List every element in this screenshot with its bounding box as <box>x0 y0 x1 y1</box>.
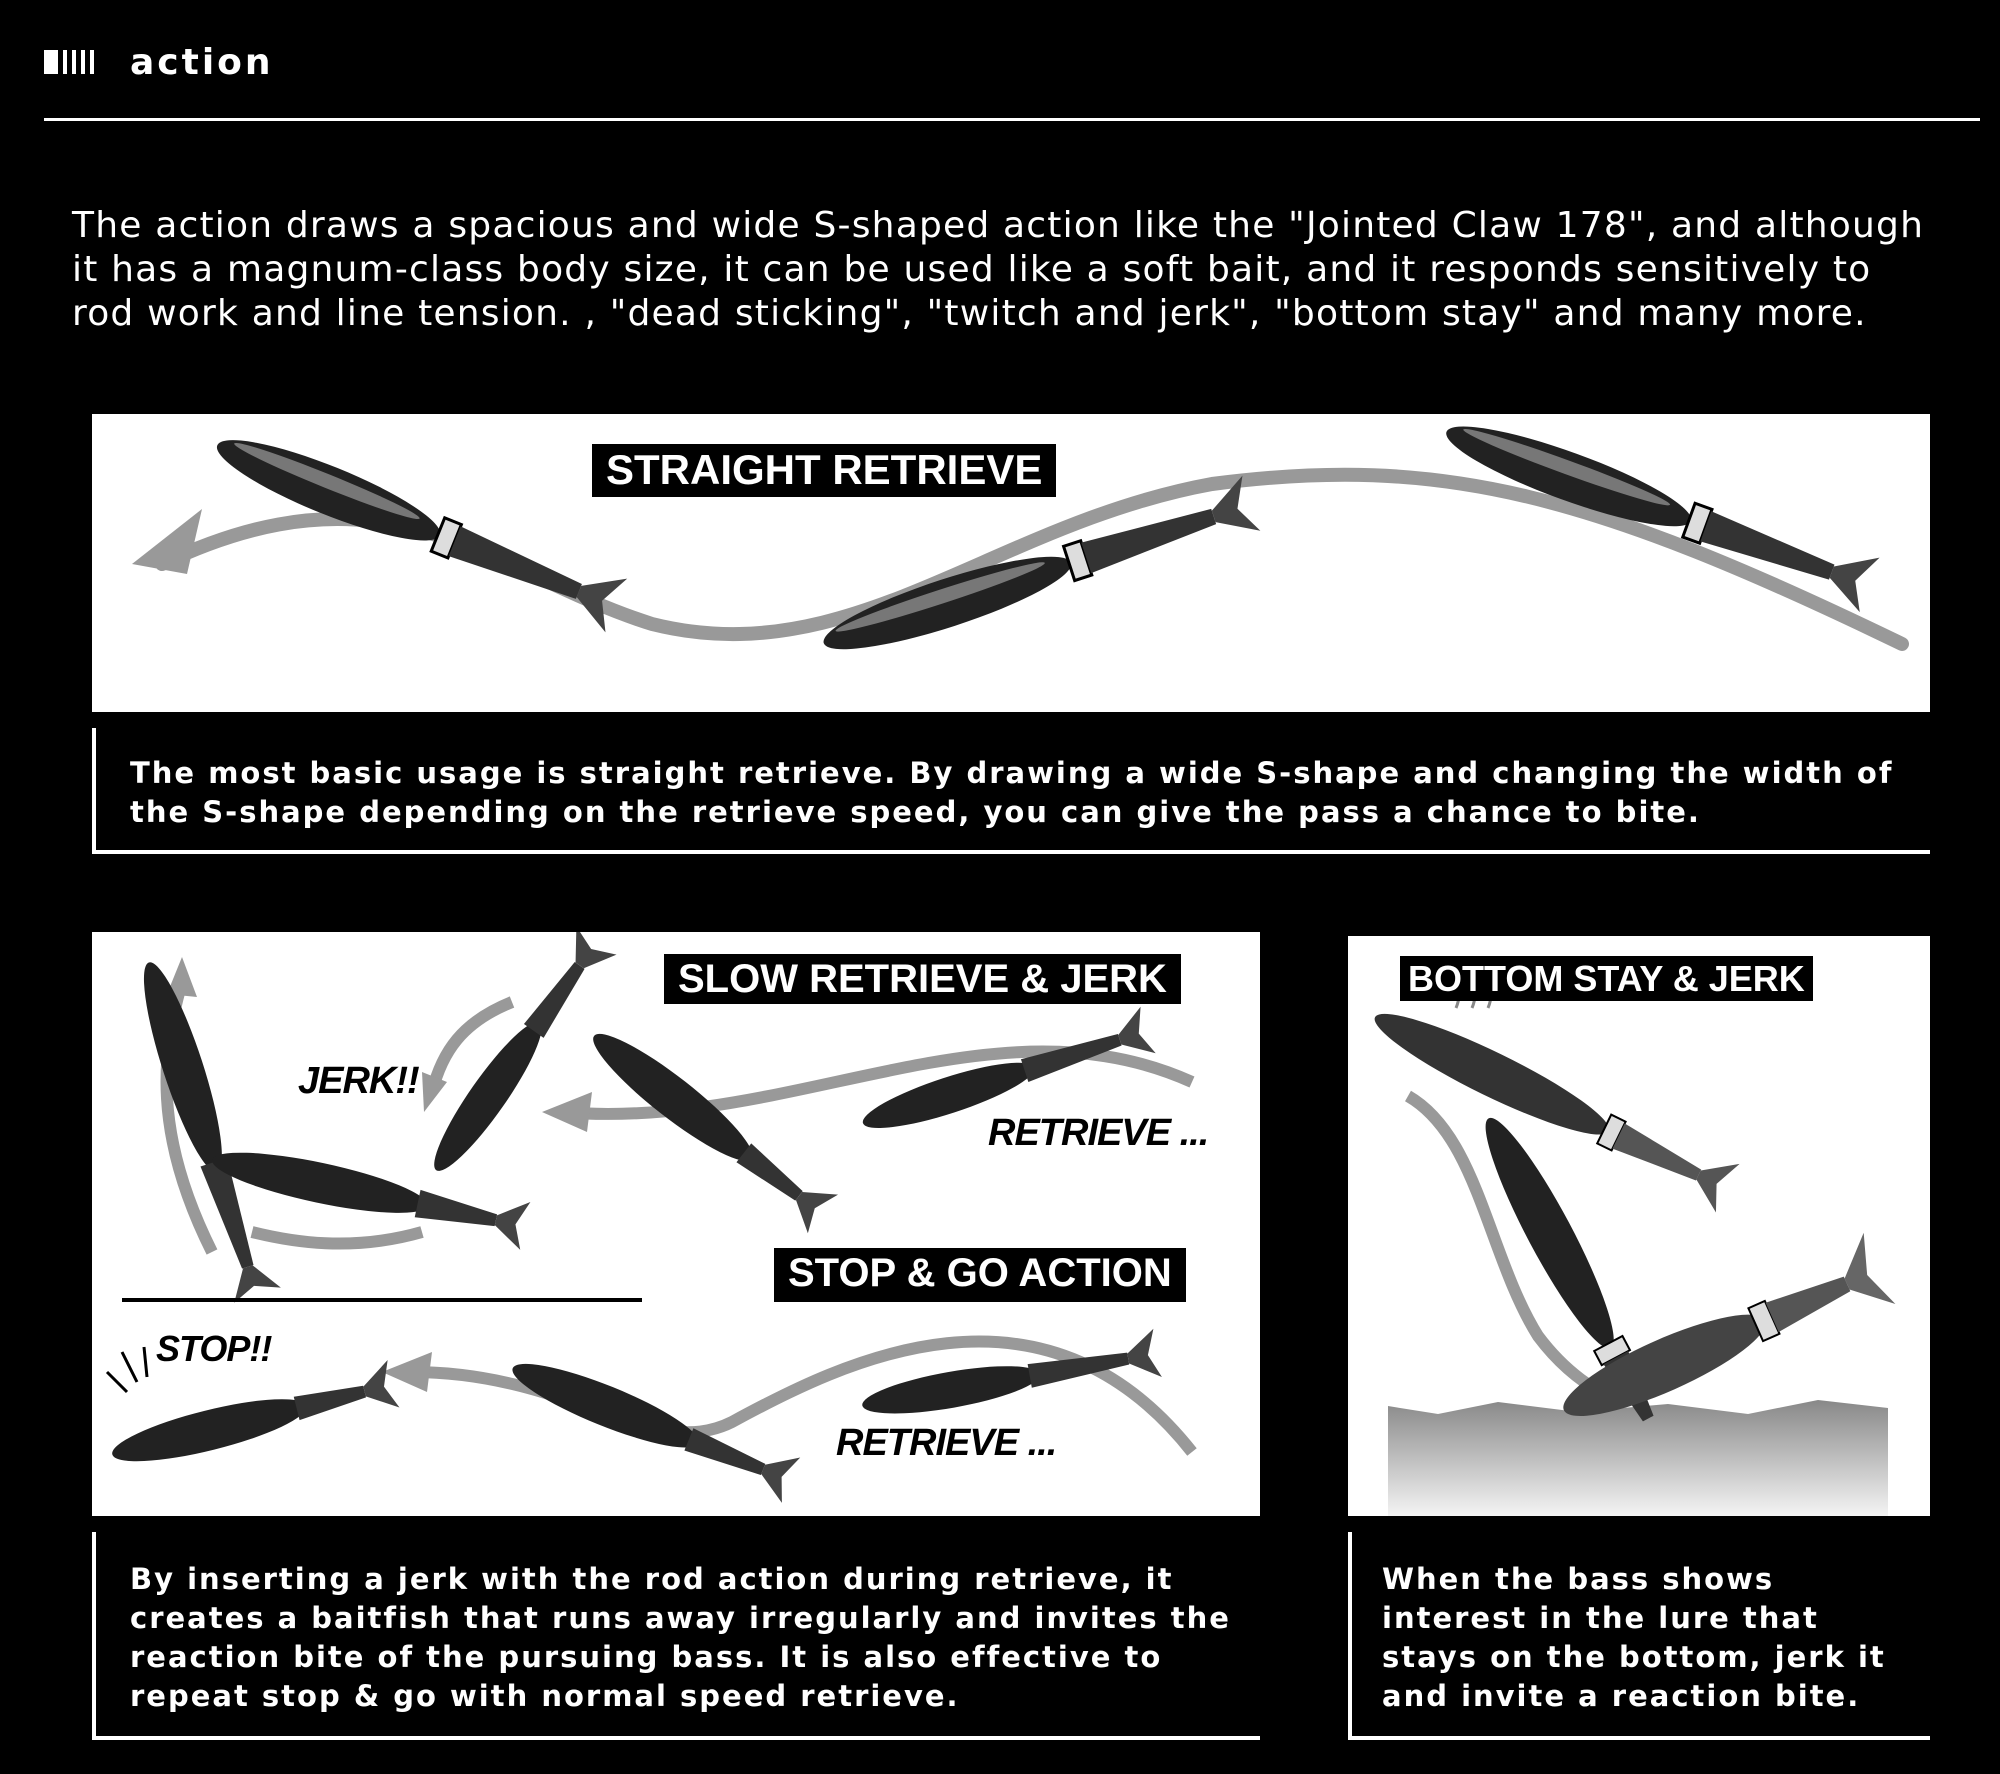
retrieve-label-stop-go: RETRIEVE ... <box>836 1422 1057 1464</box>
header-divider <box>44 118 1980 121</box>
retrieve-label-slow: RETRIEVE ... <box>988 1112 1209 1154</box>
lure-3 <box>1437 414 1880 612</box>
straight-retrieve-illustration <box>92 414 1930 712</box>
section-header <box>44 38 274 86</box>
intro-paragraph: The action draws a spacious and wide S-shaped action like the "Jointed Claw 178", and although it has a magnum-class body size, it can be used like a soft bait, and it responds sensitively to rod work and line tension. , "dead sticking", "twitch and jerk", "bottom stay" and many more. <box>72 205 1925 334</box>
slow-retrieve-jerk-title: SLOW RETRIEVE & JERK <box>664 954 1181 1004</box>
jerk-label: JERK!! <box>298 1060 419 1102</box>
jerk-description <box>92 1532 1260 1740</box>
stop-label: STOP!! <box>156 1328 272 1369</box>
bars-icon <box>44 50 94 74</box>
lure-2 <box>814 476 1260 670</box>
bottom-stay-description <box>1348 1532 1930 1740</box>
section-title: action <box>130 41 274 83</box>
jerk-diagram <box>92 932 1260 1516</box>
bottom-stay-description-text: When the bass shows interest in the lure that stays on the bottom, jerk it and invite a reaction bite. <box>1382 1562 1886 1713</box>
stop-and-go-title: STOP & GO ACTION <box>774 1248 1186 1302</box>
bottom-stay-diagram <box>1348 936 1930 1516</box>
bottom-stay-jerk-title: BOTTOM STAY & JERK <box>1400 956 1813 1001</box>
straight-retrieve-description <box>92 728 1930 854</box>
bottom-stay-jerk-illustration <box>1348 936 1930 1516</box>
straight-retrieve-title: STRAIGHT RETRIEVE <box>592 444 1056 497</box>
jerk-description-text: By inserting a jerk with the rod action during retrieve, it creates a baitfish that runs away irregularly and invites the reaction bite of the pursuing bass. It is also effective to repeat stop & go with normal speed retrieve. <box>130 1562 1231 1713</box>
slow-retrieve-jerk-illustration <box>92 932 1260 1516</box>
straight-retrieve-text: The most basic usage is straight retrieve. By drawing a wide S-shape and changing the width of the S-shape depending on the retrieve speed, you can give the pass a chance to bite. <box>130 756 1894 829</box>
